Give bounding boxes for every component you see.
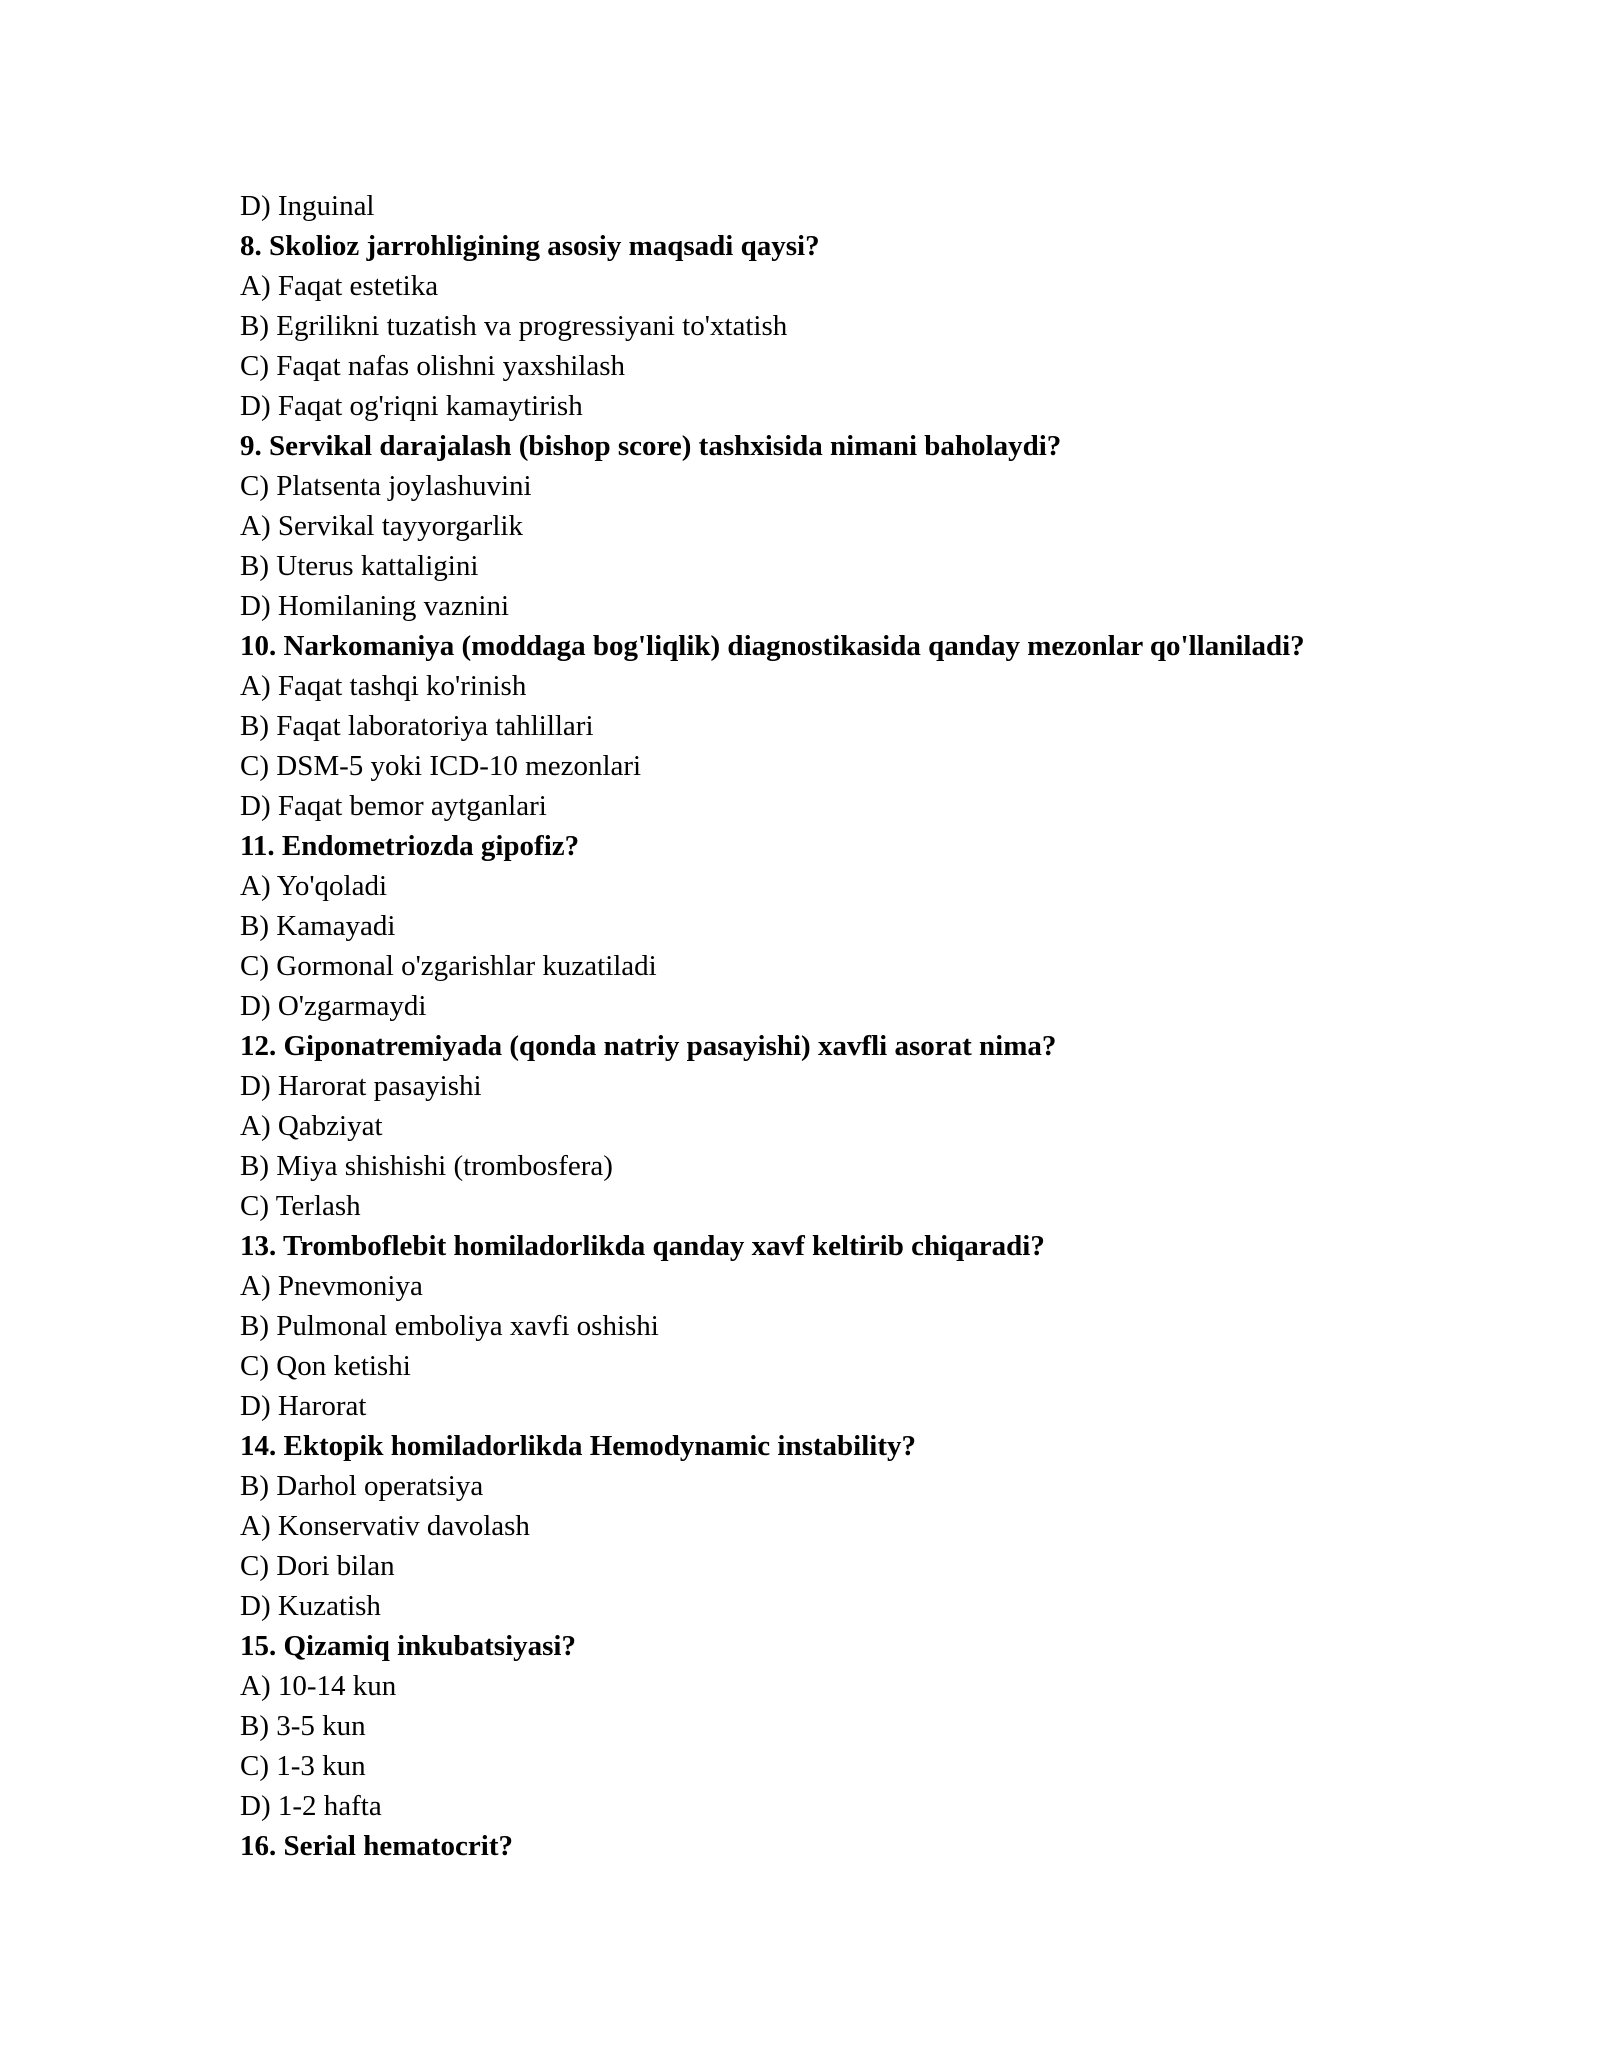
question-text: 14. Ektopik homiladorlikda Hemodynamic instability? <box>240 1430 916 1462</box>
answer-option: D) O'zgarmaydi <box>240 990 427 1022</box>
answer-option: D) Faqat og'riqni kamaytirish <box>240 390 583 422</box>
answer-option: A) Pnevmoniya <box>240 1270 423 1302</box>
question-text: 15. Qizamiq inkubatsiyasi? <box>240 1630 576 1662</box>
question-text: 13. Tromboflebit homiladorlikda qanday xavf keltirib chiqaradi? <box>240 1230 1045 1262</box>
answer-option: B) Pulmonal emboliya xavfi oshishi <box>240 1310 659 1342</box>
answer-option: B) 3-5 kun <box>240 1710 366 1742</box>
answer-option: B) Kamayadi <box>240 910 396 942</box>
answer-option: D) Homilaning vaznini <box>240 590 510 622</box>
answer-option: D) Faqat bemor aytganlari <box>240 790 547 822</box>
answer-option: C) Faqat nafas olishni yaxshilash <box>240 350 626 382</box>
answer-option: C) Terlash <box>240 1190 361 1222</box>
answer-option: A) Faqat tashqi ko'rinish <box>240 670 527 702</box>
answer-option: B) Miya shishishi (trombosfera) <box>240 1150 613 1182</box>
question-text: 12. Giponatremiyada (qonda natriy pasayishi) xavfli asorat nima? <box>240 1030 1057 1062</box>
question-text: 9. Servikal darajalash (bishop score) tashxisida nimani baholaydi? <box>240 430 1062 462</box>
answer-option: A) 10-14 kun <box>240 1670 397 1702</box>
answer-option: B) Egrilikni tuzatish va progressiyani to'xtatish <box>240 310 788 342</box>
answer-option: A) Konservativ davolash <box>240 1510 530 1542</box>
answer-option: B) Faqat laboratoriya tahlillari <box>240 710 594 742</box>
answer-option: C) Gormonal o'zgarishlar kuzatiladi <box>240 950 657 982</box>
answer-option: D) Harorat pasayishi <box>240 1070 482 1102</box>
answer-option: D) 1-2 hafta <box>240 1790 382 1822</box>
question-text: 16. Serial hematocrit? <box>240 1830 514 1862</box>
answer-option: B) Uterus kattaligini <box>240 550 479 582</box>
answer-option: A) Faqat estetika <box>240 270 439 302</box>
question-text: 8. Skolioz jarrohligining asosiy maqsadi qaysi? <box>240 230 820 262</box>
quiz-content <box>240 186 1440 1866</box>
question-text: 11. Endometriozda gipofiz? <box>240 830 580 862</box>
answer-option: A) Servikal tayyorgarlik <box>240 510 523 542</box>
answer-option: B) Darhol operatsiya <box>240 1470 484 1502</box>
answer-option: C) DSM-5 yoki ICD-10 mezonlari <box>240 750 642 782</box>
question-text: 10. Narkomaniya (moddaga bog'liqlik) diagnostikasida qanday mezonlar qo'llaniladi? <box>240 630 1305 662</box>
answer-option: A) Yo'qoladi <box>240 870 388 902</box>
answer-option: C) Dori bilan <box>240 1550 395 1582</box>
answer-option: C) Platsenta joylashuvini <box>240 470 532 502</box>
answer-option: D) Inguinal <box>240 190 375 222</box>
answer-option: A) Qabziyat <box>240 1110 383 1142</box>
answer-option: C) 1-3 kun <box>240 1750 366 1782</box>
answer-option: D) Kuzatish <box>240 1590 381 1622</box>
answer-option: D) Harorat <box>240 1390 367 1422</box>
answer-option: C) Qon ketishi <box>240 1350 411 1382</box>
